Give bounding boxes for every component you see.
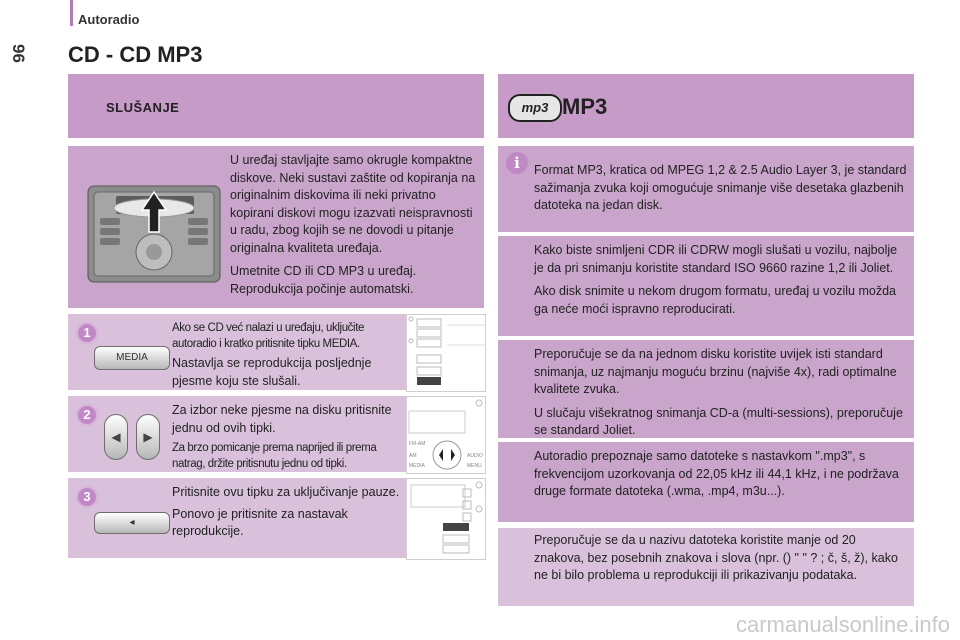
seek-forward-button[interactable] [136,414,160,460]
chevron-left-icon: ◀ [111,430,121,444]
mp3-logo-text: mp3 [521,100,549,115]
page-title: CD - CD MP3 [68,42,203,67]
step-2-desc: Za izbor neke pjesme na disku pritisnite jednu od ovih tipki. [172,403,392,435]
mp3-paragraph: Preporučuje se da na jednom disku koristite uvijek isti standard snimanja, uz najmanju moguću brzinu (najviše 4x), radi optimalne kvalitete zvuka. [534,347,897,396]
step-number-3: 3 [76,486,98,508]
mp3-heading: MP3 [562,94,608,119]
mp3-block-3 [498,340,914,438]
mp3-block-1 [498,146,914,232]
step-1-panel [68,314,406,390]
intro-paragraph: U uređaj stavljajte samo okrugle kompaktne diskove. Neki sustavi zaštite od kopiranja na originalnim diskovima ili neki privatno kopirani diskovi mogu izazvati neispravnosti u radu, zbog kojih se ne dovodi u pitanje originalna kvaliteta uređaja. [230,153,476,255]
radio-label-menu: MENU [467,463,482,469]
step-2-panel [68,396,406,472]
radio-label-am: AM [409,453,417,459]
page-number: 96 [9,44,28,63]
seek-back-button[interactable] [104,414,128,460]
info-icon: i [506,152,528,174]
step-1-text [172,320,402,390]
step-2-note: Za brzo pomicanje prema naprijed ili prema natrag, držite pritisnutu jednu od tipki. [172,442,377,470]
chevron-right-icon: ▶ [143,430,153,444]
section-label: Autoradio [78,12,140,27]
pause-icon: ◂ [129,517,135,528]
mp3-block-1-text [534,162,908,221]
mp3-paragraph: Preporučuje se da u nazivu datoteka koristite manje od 20 znakova, bez posebnih znakova i slova (npr. () " " ? ; č, š, ž), kako ne bi bilo problema u reprodukciji ili prikazivanju podataka. [534,533,898,582]
mp3-block-3-text [534,346,908,446]
mp3-header [498,74,914,138]
step-1-note: Ako se CD već nalazi u uređaju, uključite autoradio i kratko pritisnite tipku MEDIA. [172,322,364,350]
media-button[interactable] [94,346,170,370]
mp3-logo [508,94,562,122]
step-1-desc: Nastavlja se reprodukcija posljednje pjesme koju ste slušali. [172,356,372,388]
radio-cd-illustration [86,162,222,292]
section-bar [70,0,73,26]
mp3-paragraph: Kako biste snimljeni CDR ili CDRW mogli slušati u vozilu, najbolje je da pri snimanju koristite standard ISO 9660 razine 1,2 ili Joliet. [534,243,898,275]
media-button-label: MEDIA [116,352,148,363]
mp3-block-4 [498,442,914,522]
step-3-text [172,484,402,541]
step-number-2: 2 [76,404,98,426]
pause-button[interactable] [94,512,170,534]
mp3-paragraph: Format MP3, kratica od MPEG 1,2 & 2.5 Audio Layer 3, je standard sažimanja zvuka koji omogućuje snimanje više desetaka glazbenih datoteka na jedan disk. [534,163,907,212]
step-2-text [172,402,402,472]
step-3-desc: Pritisnite ovu tipku za uključivanje pauze. [172,485,400,499]
mp3-paragraph: Ako disk snimite u nekom drugom formatu, uređaj u vozilu možda ga neće moći ispravno reproducirati. [534,284,896,316]
step-number-1: 1 [76,322,98,344]
radio-sketch-1 [406,314,486,392]
intro-paragraph: Umetnite CD ili CD MP3 u uređaj. Reprodukcija počinje automatski. [230,264,417,296]
intro-text [230,152,480,304]
step-3-desc-2: Ponovo je pritisnite za nastavak reprodukcije. [172,506,348,538]
mp3-block-2 [498,236,914,336]
intro-panel [68,146,484,308]
radio-label-media: MEDIA [409,463,425,469]
radio-sketch-3 [406,478,486,560]
radio-label-fm: FM-AM [409,441,426,447]
step-3-panel [68,478,406,558]
mp3-block-4-text [534,448,908,507]
listening-header [68,74,484,138]
mp3-block-5 [498,528,914,606]
radio-sketch-2 [406,396,486,474]
mp3-paragraph: Autoradio prepoznaje samo datoteke s nastavkom ".mp3", s frekvencijom uzorkovanja od 22,05 kHz ili 44,1 kHz, i ne podržava druge formate datoteka (.wma, .mp4, m3u...). [534,449,899,498]
mp3-block-5-text [534,532,908,591]
radio-label-audio: AUDIO [467,453,483,459]
watermark: carmanualsonline.info [735,612,950,637]
listening-heading: SLUŠANJE [106,100,180,115]
mp3-block-2-text [534,242,908,324]
mp3-paragraph: U slučaju višekratnog snimanja CD-a (multi-sessions), preporučuje se standard Joliet. [534,405,903,437]
